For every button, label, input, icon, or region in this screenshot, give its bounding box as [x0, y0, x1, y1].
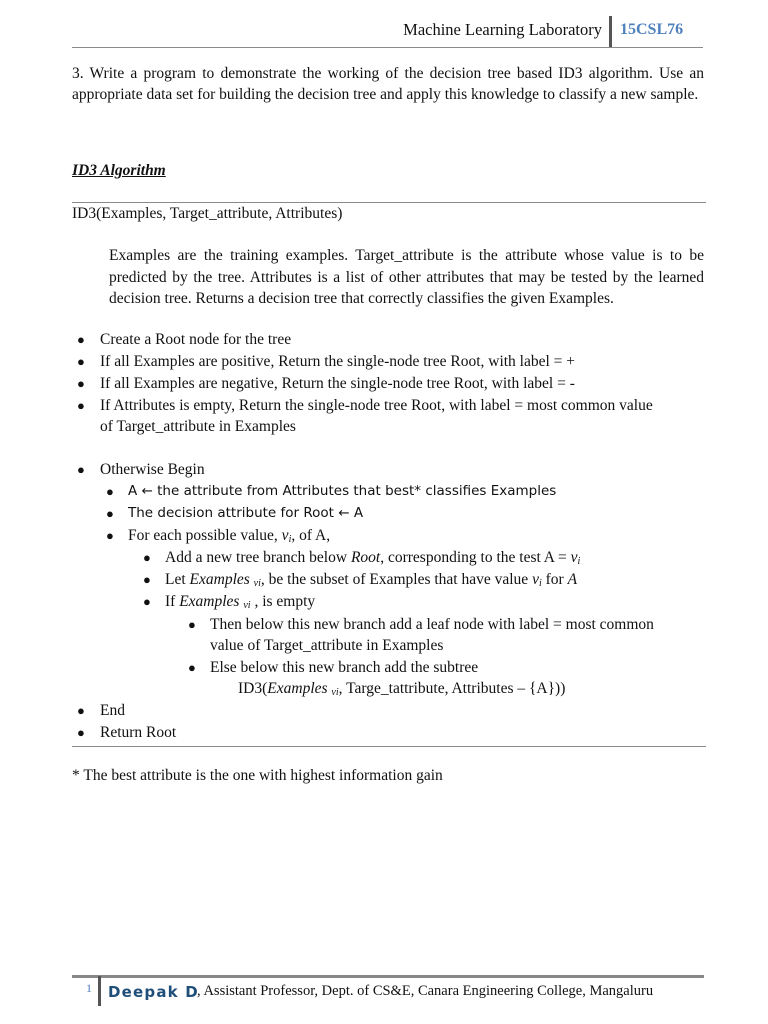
algorithm-top-rule: [72, 202, 706, 203]
step-create-root: Create a Root node for the tree: [100, 331, 292, 348]
text-run: , corresponding to the test A =: [380, 549, 571, 566]
step-choose-attribute: A ← the attribute from Attributes that best* classifies Examples: [128, 483, 557, 499]
text-run: for: [541, 571, 568, 588]
algorithm-bottom-rule: [72, 746, 706, 747]
bullet: ●: [143, 572, 151, 587]
subscript: i: [288, 534, 292, 545]
step-decision-attribute: The decision attribute for Root ← A: [128, 505, 364, 521]
subscript: vi: [331, 687, 339, 698]
subscript: i: [538, 578, 542, 589]
algorithm-description: Examples are the training examples. Target_attribute is the attribute whose value is to be predicted by the tree. Attributes is a list of other attributes that may be tested by the learned decision tree. Returns a decision tree that correctly classifies the given Examples.: [109, 247, 704, 307]
text-run: If: [165, 593, 180, 610]
footnote: * The best attribute is the one with highest information gain: [72, 767, 443, 784]
text-run: v: [532, 571, 539, 588]
header-divider: [609, 16, 612, 48]
bullet: ●: [106, 506, 114, 521]
step-return-root: Return Root: [100, 724, 177, 741]
algorithm-signature: ID3(Examples, Target_attribute, Attributes): [72, 205, 343, 222]
subscript: vi: [253, 578, 261, 589]
bullet: ●: [77, 376, 85, 391]
header-rule: [72, 47, 703, 48]
step-attributes-empty-cont: of Target_attribute in Examples: [100, 418, 296, 435]
step-else-subtree: Else below this new branch add the subtree: [210, 659, 479, 676]
author-affiliation: , Assistant Professor, Dept. of CS&E, Canara Engineering College, Mangaluru: [197, 983, 654, 999]
bullet: ●: [77, 462, 85, 477]
text-run: Examples: [189, 571, 250, 588]
step-all-positive: If all Examples are positive, Return the single-node tree Root, with label = +: [100, 353, 576, 370]
bullet: ●: [106, 484, 114, 499]
step-all-negative: If all Examples are negative, Return the single-node tree Root, with label = -: [100, 375, 575, 392]
text-run: Examples: [179, 593, 240, 610]
text-run: v: [281, 527, 289, 544]
text-run: , be the subset of Examples that have value: [260, 571, 533, 588]
step-leaf-node: Then below this new branch add a leaf node with label = most common: [210, 616, 654, 633]
subscript: vi: [243, 600, 251, 611]
text-run: , is empty: [250, 593, 316, 610]
page-number: 1: [86, 981, 92, 995]
bullet: ●: [188, 660, 196, 675]
text-run: Root: [350, 549, 381, 566]
step-leaf-node-cont: value of Target_attribute in Examples: [210, 637, 444, 654]
text-run: Examples: [267, 680, 328, 697]
author-name: Deepak D: [108, 983, 199, 1001]
bullet: ●: [143, 550, 151, 565]
step-recursive-call: [238, 678, 565, 703]
step-attributes-empty: If Attributes is empty, Return the single-node tree Root, with label = most common value: [100, 397, 653, 414]
step-otherwise: Otherwise Begin: [100, 461, 205, 478]
text-run: , Targe_tattribute, Attributes – {A})): [338, 680, 566, 697]
footer-rule: [72, 975, 704, 978]
bullet: ●: [106, 528, 114, 543]
footer-divider: [98, 976, 101, 1006]
text-run: For each possible value,: [128, 527, 282, 544]
text-run: v: [570, 549, 578, 566]
text-run: Add a new tree branch below: [165, 549, 351, 566]
text-run: , of A,: [291, 527, 331, 544]
bullet: ●: [143, 594, 151, 609]
bullet: ●: [77, 354, 85, 369]
step-end: End: [100, 702, 125, 719]
bullet: ●: [77, 703, 85, 718]
text-run: Let: [165, 571, 190, 588]
section-heading: ID3 Algorithm: [72, 162, 166, 179]
subscript: i: [577, 556, 581, 567]
bullet: ●: [77, 398, 85, 413]
step-if-empty: [165, 591, 315, 616]
text-run: ID3(: [238, 680, 268, 697]
question-text: 3. Write a program to demonstrate the working of the decision tree based ID3 algorithm. Use an appropriate data set for building the decision tree and apply this knowledge to classify a new sample.: [72, 65, 704, 103]
bullet: ●: [77, 725, 85, 740]
bullet: ●: [188, 617, 196, 632]
bullet: ●: [77, 332, 85, 347]
header-title: Machine Learning Laboratory: [403, 20, 602, 39]
text-run: A: [567, 571, 578, 588]
course-code: 15CSL76: [620, 21, 684, 38]
